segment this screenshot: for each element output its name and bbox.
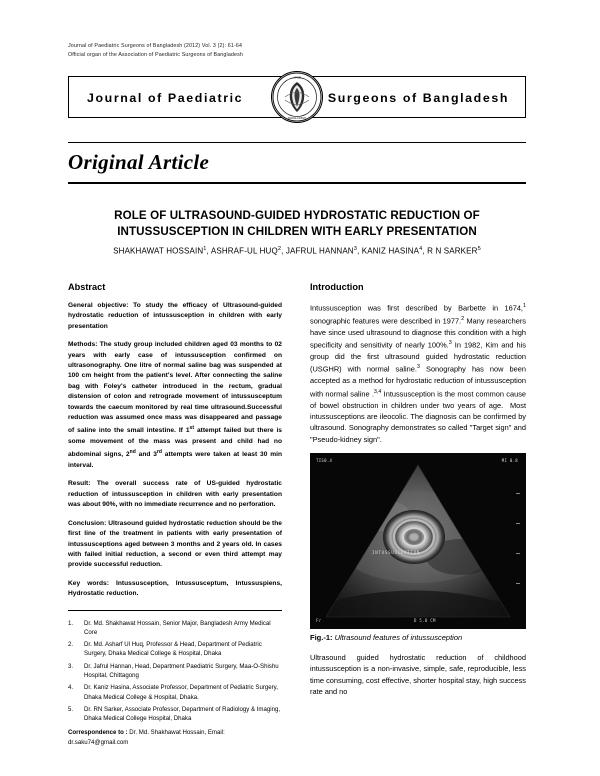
ultrasound-overlay-mi: MI 0.8: [501, 458, 518, 464]
svg-text:APSB: APSB: [293, 75, 301, 80]
running-head-line-1: Journal of Paediatric Surgeons of Bangladesh (2012) Vol. 3 (2): 61-64: [68, 43, 243, 49]
correspondence-label: Correspondence to :: [68, 729, 128, 737]
footnote-text: Dr. Md. Asharf Ul Huq, Professor & Head, Department of Pediatric Surgery, Dhaka Medical College & Hospital, Dhaka: [84, 641, 262, 658]
journal-banner-right-text: Surgeons of Bangladesh: [327, 91, 509, 105]
association-seal-logo-icon: [271, 71, 323, 123]
divider-top: [68, 142, 526, 143]
footnote-divider: [68, 610, 282, 611]
introduction-paragraph: Ultrasound guided hydrostatic reduction of childhood intussusception is a non-invasive, simple, safe, reproducible, less time consuming, cost effective, shorter hospital stay, high success rate and no: [310, 652, 526, 696]
introduction-paragraph: Intussusception was first described by Barbette in 1674,$^1$ sonographic features were described in 1977.$^2$ Many researchers have since used ultrasound to diagnose this condition with a high specificity and sensitivity of nearly 100%.$^3$ In 1982, Kim and his group did the first ultrasound guided hydrostatic reduction (USGHR) with normal saline.$^3$ Sonography has now been accepted as a method for hydrostatic reduction of intussusception with normal saline .$^{3,4}$ Intussusception is the most common cause of bowel obstruction in children under two years of age. Most intussusceptions are ileocolic. The diagnosis can be confirmed by ultrasound. Sonography demonstrates so called "Target sign" and "Pseudo-kidney sign".: [310, 303, 527, 444]
author-list: SHAKHAWAT HOSSAIN$^1$, ASHRAF-UL HUQ$^2$, JAFRUL HANNAN$^3$, KANIZ HASINA$^4$, R N SARKER$^5$: [113, 246, 481, 256]
introduction-column: [310, 282, 526, 705]
divider-bottom: [68, 182, 526, 184]
abstract-paragraph: Methods: The study group included children aged 03 months to 02 years with early case of intussusception confirmed on ultrasonography. One litre of normal saline bag was suspended at 100 cm height from the patient's level. After connecting the saline bag with Foley's catheter introduced in the rectum, gradual distension of colon and retrograde movement of intussusceptum towards the caecum monitored by real time ultrasound.Successful reduction was assumed once mass was disappeared and passage of saline into the small intestine. If 1st attempt failed but there is some movement of the mass was present and child had no abdominal signs, 2nd and 3rd attempts were taken at least 30 min interval.: [68, 341, 282, 470]
list-item: [68, 619, 282, 637]
footnote-number: 4.: [68, 684, 74, 692]
journal-banner-left-text: Journal of Paediatric: [87, 91, 244, 105]
figure-caption: [310, 633, 526, 644]
introduction-heading: Introduction: [310, 282, 364, 292]
list-item: [68, 662, 282, 680]
ultrasound-image-canvas: [310, 453, 526, 629]
running-head: [68, 42, 528, 59]
ultrasound-image: [310, 453, 526, 629]
ultrasound-overlay-depth: D 5.0 CM: [414, 618, 436, 624]
correspondence: [68, 728, 282, 746]
ultrasound-overlay-label: INTUSSUSCEPTION: [372, 550, 421, 556]
footnote-text: Dr. Md. Shakhawat Hossain, Senior Major, Bangladesh Army Medical Core: [84, 619, 271, 636]
svg-text:BANGLADESH: BANGLADESH: [287, 117, 307, 120]
correspondence-text: Dr. Md. Shakhawat Hossain, Email: dr.saku74@gmail.com: [68, 729, 225, 746]
list-item: [68, 705, 282, 723]
ultrasound-overlay-tis: TIS0.4: [316, 458, 333, 464]
page-title: [68, 208, 526, 240]
journal-banner: [68, 76, 526, 118]
footnote-text: Dr. Jafrul Hannan, Head, Department Paediatric Surgery, Maa-O-Shishu Hospital, Chittagong: [84, 662, 279, 679]
footnote-text: Dr. Kaniz Hasina, Associate Professor, Department of Pediatric Surgery, Dhaka Medical College & Hospital, Dhaka.: [84, 684, 278, 701]
list-item: [68, 640, 282, 658]
abstract-heading: Abstract: [68, 282, 106, 292]
ultrasound-overlay-fr: Fr: [316, 618, 322, 624]
footnote-number: 2.: [68, 641, 74, 649]
footnote-number: 3.: [68, 662, 74, 670]
title-line-2: INTUSSUSCEPTION IN CHILDREN WITH EARLY PRESENTATION: [117, 225, 477, 238]
abstract-column: [68, 282, 282, 747]
abstract-paragraph: Conclusion: Ultrasound guided hydrostatic reduction should be the first line of the treatment in patients with early presentation of intussusceptions aged between 3 months and 2 years old. In cases with failed initial reduction, a second or even third attempt may provide successful reduction.: [68, 519, 282, 569]
running-head-line-2: Official organ of the Association of Paediatric Surgeons of Bangladesh: [68, 51, 244, 58]
author-affiliations: [68, 619, 282, 724]
figure-caption-label: Fig.-1:: [310, 633, 333, 643]
abstract-paragraph: General objective: To study the efficacy of Ultrasound-guided hydrostatic reduction of intussusception in children with early presentation: [68, 302, 282, 330]
title-line-1: ROLE OF ULTRASOUND-GUIDED HYDROSTATIC REDUCTION OF: [114, 209, 480, 222]
abstract-paragraph: Result: The overall success rate of US-guided hydrostatic reduction of intussusception in children with early presentation was about 90%, with no immediate recurrence and no perforation.: [68, 480, 282, 509]
footnote-text: Dr. RN Sarker, Associate Professor, Department of Radiology & Imaging, Dhaka Medical College Hospital, Dhaka: [84, 705, 281, 723]
footnote-number: 1.: [68, 619, 74, 627]
footnote-number: 5.: [68, 705, 74, 713]
figure-caption-text: Ultrasound features of intussusception: [334, 633, 463, 643]
section-label: Original Article: [68, 150, 210, 174]
list-item: [68, 683, 282, 701]
abstract-keywords: Key words: Intussusception, Intussusceptum, Intussuspiens, Hydrostatic reduction.: [68, 579, 282, 598]
